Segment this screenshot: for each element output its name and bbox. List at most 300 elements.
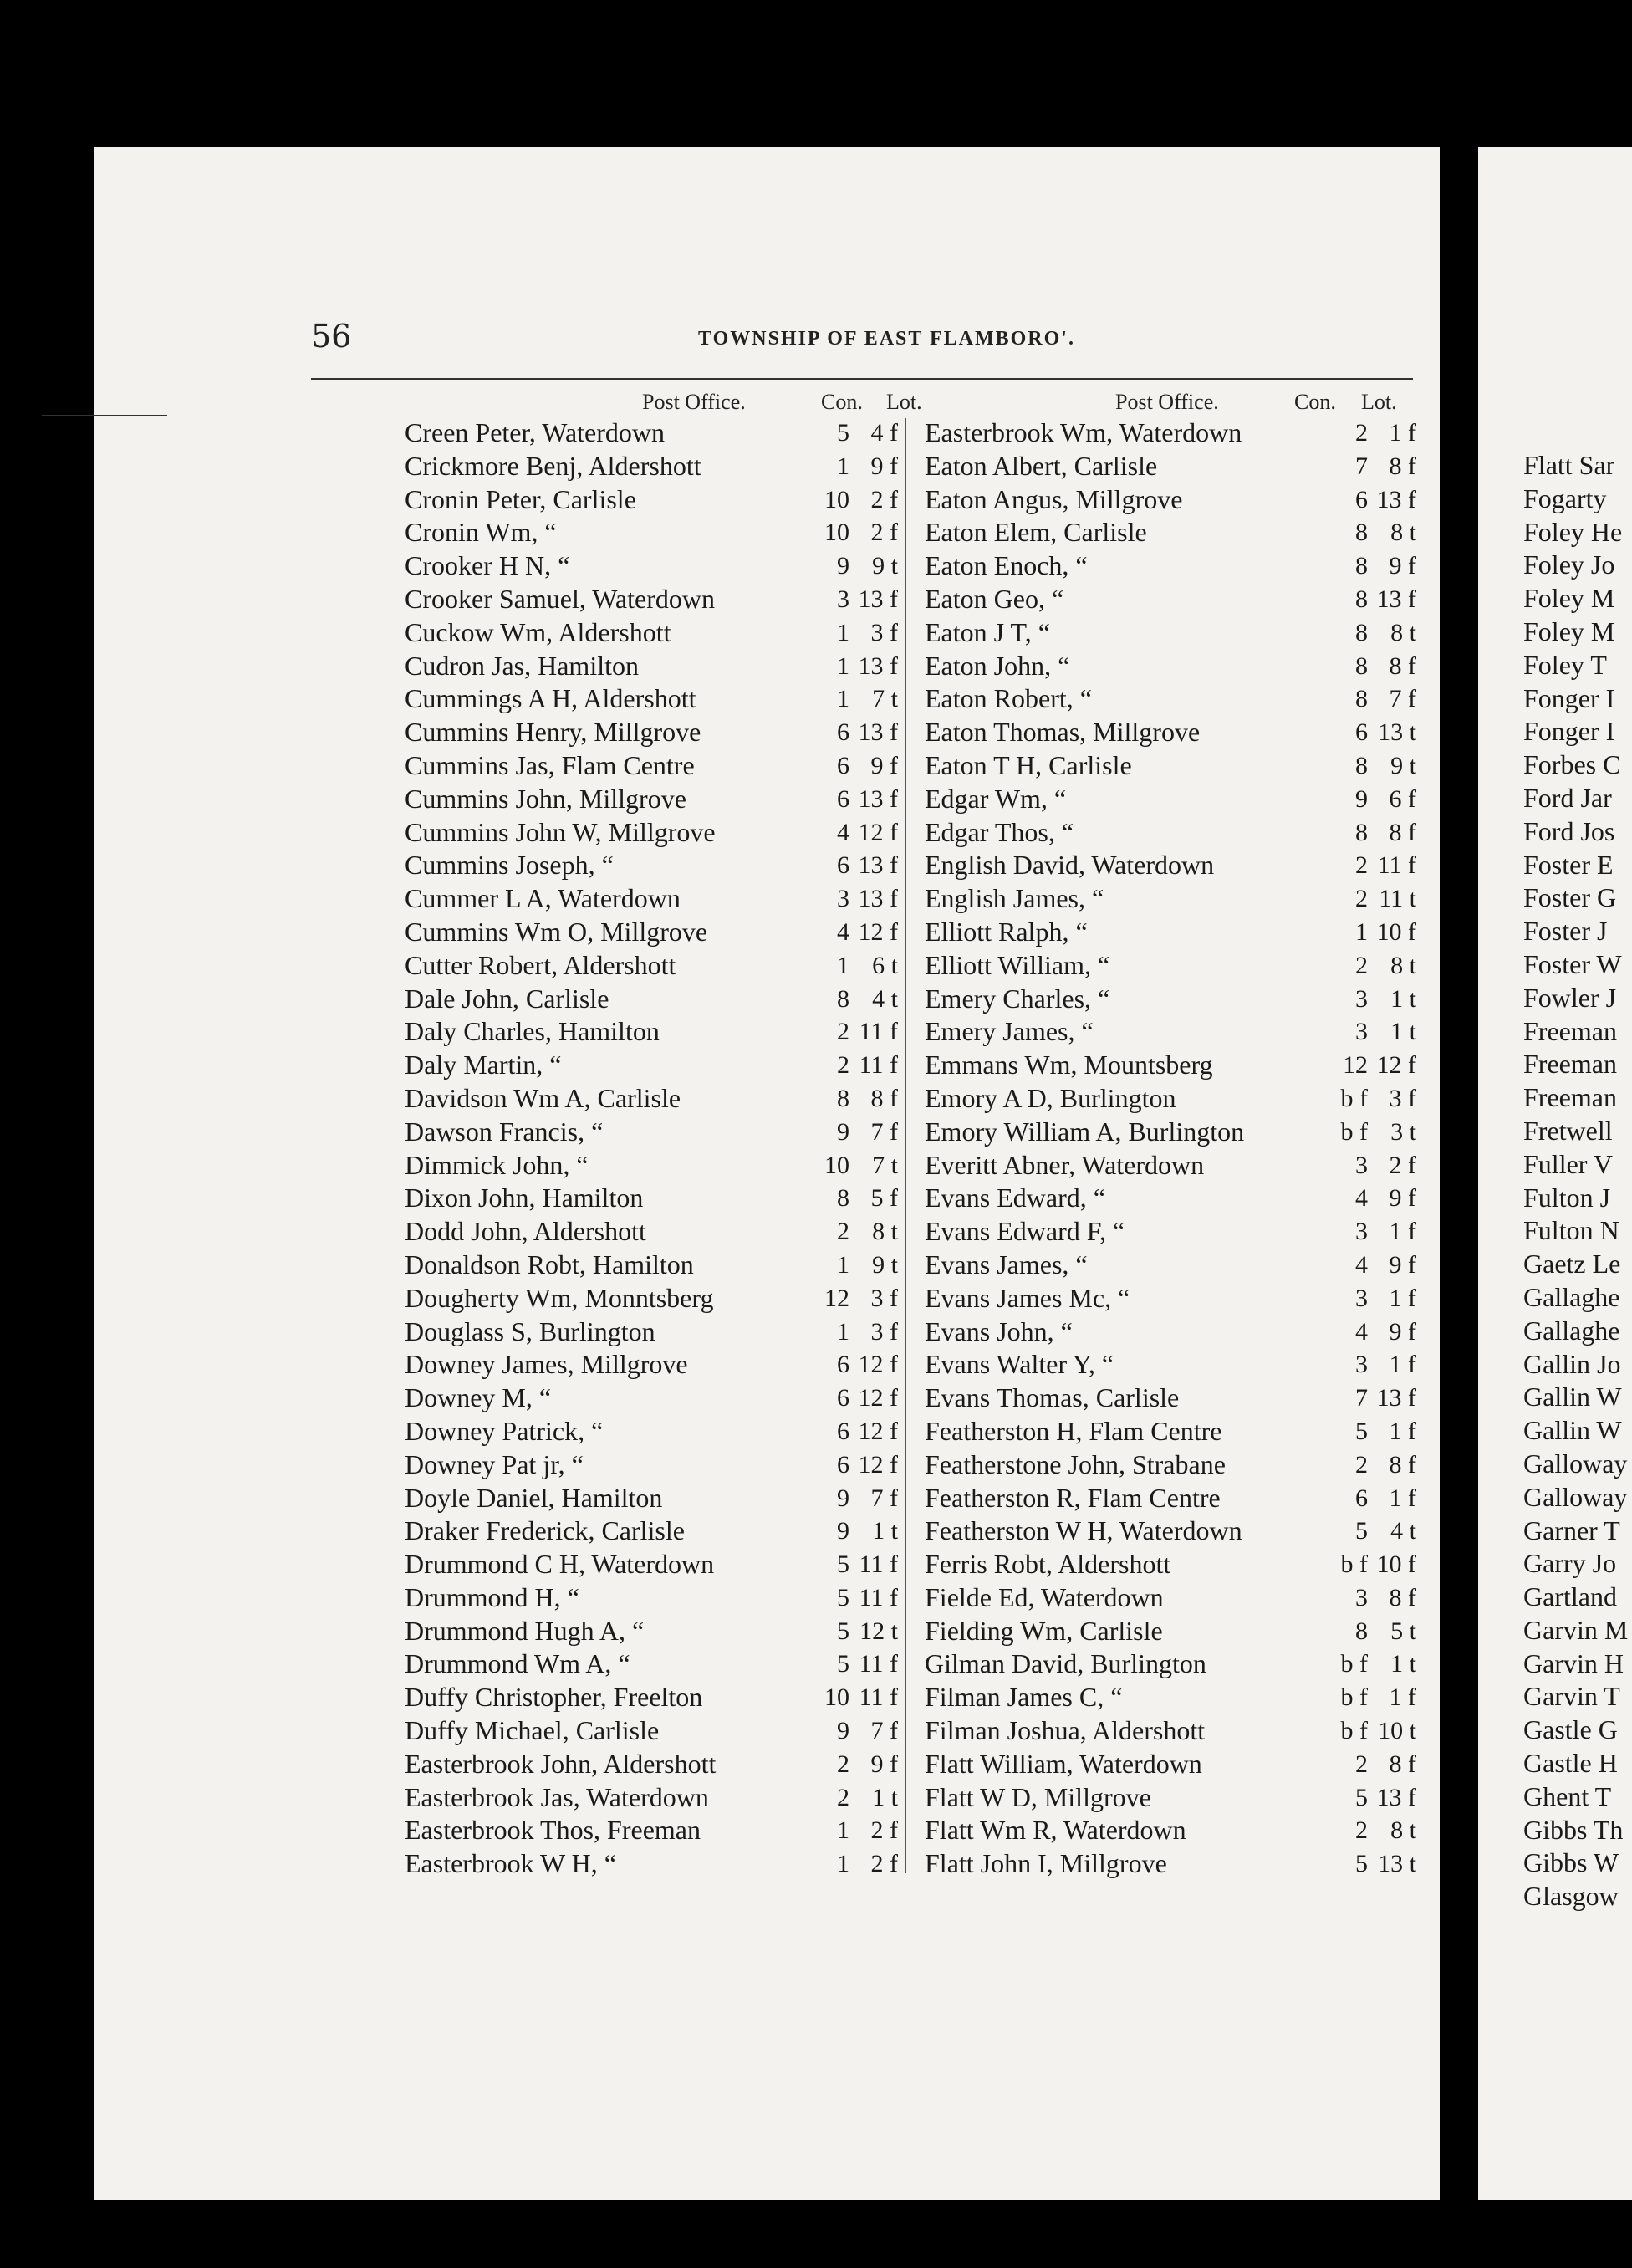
next-page-entry: Flatt Sar (1523, 450, 1615, 480)
directory-entry (925, 1215, 1416, 1249)
right-lot-header: Lot. (1361, 390, 1397, 414)
entry-lot: 5 t (1390, 1617, 1416, 1645)
entry-lot: 8 f (1389, 1450, 1416, 1479)
entry-name: Downey Patrick, “ (405, 1415, 604, 1446)
entry-concession: 3 (1355, 1583, 1368, 1612)
directory-entry (405, 1714, 898, 1748)
entry-name: Cuckow Wm, Aldershott (405, 616, 671, 647)
entry-lot: 8 f (1389, 818, 1416, 846)
right-con-header: Con. (1294, 390, 1336, 414)
directory-entry (405, 650, 898, 683)
entry-concession: 2 (1355, 419, 1368, 447)
directory-entry (925, 916, 1416, 949)
entry-lot: 4 t (1390, 1517, 1416, 1545)
directory-entry (405, 1282, 898, 1315)
entry-lot: 8 t (1390, 951, 1416, 979)
entry-lot: 1 t (1390, 984, 1416, 1013)
next-page-entry: Foley M (1523, 583, 1615, 614)
directory-entry (925, 1348, 1416, 1382)
directory-entry (405, 1116, 898, 1149)
next-page-entry: Gastle H (1523, 1748, 1618, 1779)
entry-concession: 5 (1355, 1517, 1368, 1545)
entry-name: Filman Joshua, Aldershott (925, 1715, 1206, 1746)
entry-concession: 8 (1355, 518, 1368, 547)
entry-name: Featherston W H, Waterdown (925, 1515, 1242, 1546)
entry-concession: 6 (1355, 718, 1368, 747)
next-page-entry: Gartland (1523, 1581, 1617, 1612)
entry-concession: 8 (1355, 651, 1368, 680)
entry-lot: 3 f (870, 1317, 898, 1346)
entry-lot: 7 f (1389, 685, 1416, 713)
next-page-entry: Foster J (1523, 916, 1608, 947)
directory-entry (405, 783, 898, 816)
entry-concession: 8 (1355, 751, 1368, 779)
entry-concession: b f (1340, 1683, 1368, 1712)
entry-concession: 6 (837, 718, 849, 747)
directory-entry (405, 450, 898, 483)
entry-concession: 2 (1355, 1750, 1368, 1778)
entry-concession: 12 (1343, 1051, 1368, 1080)
entry-concession: 5 (837, 419, 849, 447)
entry-name: Featherstone John, Strabane (925, 1448, 1226, 1479)
entry-lot: 11 f (859, 1018, 898, 1046)
entry-name: Drummond Hugh A, “ (405, 1615, 645, 1646)
entry-name: Creen Peter, Waterdown (405, 417, 665, 447)
directory-entry (405, 1382, 898, 1415)
entry-lot: 13 t (1378, 1850, 1416, 1878)
entry-concession: 4 (1355, 1250, 1368, 1279)
entry-name: Cronin Wm, “ (405, 517, 557, 548)
directory-entry (925, 1515, 1416, 1548)
entry-lot: 8 f (1389, 452, 1416, 480)
next-page-entry: Ghent T (1523, 1780, 1612, 1811)
next-page-entry: Ford Jos (1523, 815, 1615, 846)
entry-concession: 10 (824, 485, 849, 513)
directory-entry (405, 1515, 898, 1548)
directory-entry (925, 1415, 1416, 1448)
directory-entry (405, 616, 898, 650)
entry-lot: 1 f (1389, 1218, 1416, 1246)
entry-concession: 1 (837, 685, 849, 713)
entry-name: Dimmick John, “ (405, 1149, 589, 1180)
next-page-entry: Gallaghe (1523, 1281, 1620, 1312)
entry-name: Cummins Henry, Millgrove (405, 717, 701, 748)
next-page-entry: Garner T (1523, 1515, 1620, 1545)
entry-name: Cronin Peter, Carlisle (405, 483, 636, 514)
entry-name: Eaton Thomas, Millgrove (925, 717, 1201, 748)
entry-lot: 13 f (1376, 585, 1416, 613)
entry-lot: 3 f (1389, 1084, 1416, 1112)
entry-name: Crickmore Benj, Aldershott (405, 450, 701, 481)
directory-entry (925, 749, 1416, 783)
entry-lot: 13 f (858, 585, 898, 613)
entry-lot: 9 f (870, 1750, 898, 1778)
next-page-entry: Fulton N (1523, 1215, 1619, 1246)
directory-entry (405, 983, 898, 1016)
next-page-entry: Foley He (1523, 516, 1623, 547)
entry-concession: 1 (837, 618, 849, 646)
entry-name: Eaton Angus, Millgrove (925, 483, 1183, 514)
next-page-entry: Fogarty (1523, 483, 1607, 513)
entry-name: Flatt Wm R, Waterdown (925, 1815, 1186, 1846)
entry-lot: 7 t (872, 1151, 898, 1179)
entry-lot: 11 f (859, 1683, 898, 1712)
entry-concession: 4 (1355, 1317, 1368, 1346)
entry-name: Elliott Ralph, “ (925, 916, 1088, 947)
entry-lot: 8 f (870, 1084, 898, 1112)
entry-name: Edgar Wm, “ (925, 783, 1067, 814)
directory-entry (405, 1049, 898, 1082)
entry-lot: 9 f (1389, 552, 1416, 580)
entry-name: Fielding Wm, Carlisle (925, 1615, 1163, 1646)
directory-entry (405, 1315, 898, 1349)
entry-lot: 1 t (872, 1517, 898, 1545)
next-page-entry: Freeman (1523, 1015, 1617, 1046)
entry-lot: 8 f (1389, 1750, 1416, 1778)
entry-lot: 13 f (858, 885, 898, 913)
entry-lot: 2 f (870, 1850, 898, 1878)
directory-entry (925, 1448, 1416, 1482)
directory-entry (925, 816, 1416, 850)
entry-concession: 2 (1355, 1450, 1368, 1479)
entry-concession: 9 (837, 1484, 849, 1512)
next-page-entry: Galloway (1523, 1448, 1628, 1479)
entry-name: Doyle Daniel, Hamilton (405, 1482, 663, 1513)
entry-lot: 12 f (1376, 1051, 1416, 1080)
directory-entry (405, 749, 898, 783)
next-page-entry: Gallin W (1523, 1415, 1622, 1446)
directory-entry (405, 916, 898, 949)
entry-name: Flatt W D, Millgrove (925, 1781, 1151, 1812)
directory-entry (925, 1748, 1416, 1781)
entry-lot: 2 f (1389, 1151, 1416, 1179)
entry-lot: 11 f (859, 1583, 898, 1612)
entry-lot: 3 f (870, 1284, 898, 1312)
directory-entry (405, 1249, 898, 1282)
entry-concession: 2 (837, 1750, 849, 1778)
next-page-entry: Glasgow (1523, 1881, 1619, 1912)
entry-concession: 6 (837, 1417, 849, 1445)
entry-lot: 1 f (1389, 1683, 1416, 1712)
entry-concession: 7 (1355, 1384, 1368, 1412)
entry-name: Cummins John W, Millgrove (405, 816, 716, 847)
directory-entry (405, 583, 898, 616)
entry-lot: 12 t (859, 1617, 898, 1645)
entry-name: Dodd John, Aldershott (405, 1216, 646, 1247)
directory-entry (405, 1647, 898, 1681)
directory-entry (405, 1015, 898, 1049)
directory-entry (405, 483, 898, 517)
entry-lot: 13 f (858, 651, 898, 680)
entry-concession: 8 (1355, 552, 1368, 580)
directory-entry (405, 1748, 898, 1781)
entry-name: Dawson Francis, “ (405, 1116, 604, 1147)
entry-concession: 4 (1355, 1184, 1368, 1213)
entry-name: Dougherty Wm, Monntsberg (405, 1282, 714, 1313)
entry-concession: 8 (837, 984, 849, 1013)
header-rule (311, 378, 1413, 380)
next-page-entry: Garvin M (1523, 1614, 1629, 1645)
directory-entry (925, 616, 1416, 650)
next-page-entry: Fuller V (1523, 1148, 1613, 1179)
next-page-entry: Freeman (1523, 1049, 1617, 1080)
entry-lot: 1 f (1389, 1351, 1416, 1379)
directory-entry (405, 1415, 898, 1448)
next-page-entry: Foster W (1523, 948, 1622, 979)
directory-entry (925, 1315, 1416, 1349)
entry-concession: 6 (1355, 1484, 1368, 1512)
directory-entry (405, 1847, 898, 1881)
entry-name: Flatt John I, Millgrove (925, 1848, 1167, 1879)
next-page-column (1523, 450, 1628, 1914)
entry-lot: 10 f (1376, 1550, 1416, 1579)
entry-concession: 6 (837, 1351, 849, 1379)
entry-lot: 13 f (858, 851, 898, 880)
entry-name: Evans John, “ (925, 1315, 1073, 1346)
entry-name: Evans Thomas, Carlisle (925, 1382, 1180, 1413)
entry-concession: 10 (824, 1151, 849, 1179)
entry-concession: 1 (837, 1250, 849, 1279)
directory-entry (925, 1049, 1416, 1082)
entry-concession: 8 (1355, 818, 1368, 846)
next-page-entry: Garvin H (1523, 1647, 1624, 1678)
entry-name: Downey Pat jr, “ (405, 1448, 584, 1479)
directory-entry (925, 983, 1416, 1016)
entry-name: Douglass S, Burlington (405, 1315, 655, 1346)
entry-lot: 5 f (870, 1184, 898, 1213)
directory-entry (925, 650, 1416, 683)
entry-name: Dixon John, Hamilton (405, 1183, 644, 1213)
entry-concession: 4 (837, 917, 849, 946)
directory-entry (405, 682, 898, 716)
entry-lot: 8 t (1390, 518, 1416, 547)
entry-lot: 8 f (1389, 651, 1416, 680)
entry-concession: 6 (837, 751, 849, 779)
left-lot-header: Lot. (886, 390, 922, 414)
entry-concession: 10 (824, 518, 849, 547)
entry-concession: 6 (1355, 485, 1368, 513)
entry-name: Evans Edward, “ (925, 1183, 1105, 1213)
entry-lot: 12 f (858, 917, 898, 946)
next-page-entry: Ford Jar (1523, 782, 1612, 813)
directory-entry (925, 1382, 1416, 1415)
entry-lot: 9 f (1389, 1317, 1416, 1346)
directory-entry (925, 416, 1416, 450)
entry-concession: 10 (824, 1683, 849, 1712)
page-title: TOWNSHIP OF EAST FLAMBORO'. (698, 328, 1075, 350)
right-column (925, 416, 1416, 1881)
entry-lot: 10 t (1378, 1717, 1416, 1745)
entry-concession: 6 (837, 1384, 849, 1412)
entry-lot: 9 f (870, 751, 898, 779)
entry-concession: 2 (1355, 851, 1368, 880)
directory-entry (405, 1182, 898, 1215)
entry-name: Cummings A H, Aldershott (405, 683, 696, 714)
entry-concession: 1 (837, 651, 849, 680)
next-page-entry: Galloway (1523, 1481, 1628, 1512)
entry-lot: 4 f (870, 419, 898, 447)
entry-concession: 8 (1355, 685, 1368, 713)
entry-lot: 13 t (1378, 718, 1416, 747)
directory-entry (925, 1647, 1416, 1681)
directory-entry (405, 1149, 898, 1183)
next-page-entry: Foster E (1523, 849, 1614, 880)
entry-concession: b f (1340, 1117, 1368, 1146)
entry-lot: 1 t (1390, 1018, 1416, 1046)
entry-lot: 10 f (1376, 917, 1416, 946)
entry-concession: b f (1340, 1084, 1368, 1112)
entry-concession: b f (1340, 1550, 1368, 1579)
directory-entry (405, 849, 898, 882)
entry-concession: 3 (1355, 1151, 1368, 1179)
entry-concession: 3 (1355, 1018, 1368, 1046)
next-page-entry: Gastle G (1523, 1714, 1618, 1745)
entry-concession: 2 (837, 1218, 849, 1246)
entry-name: Filman James C, “ (925, 1682, 1123, 1713)
column-divider (905, 418, 906, 1873)
next-page-entry: Gibbs W (1523, 1847, 1619, 1878)
entry-concession: 5 (837, 1617, 849, 1645)
entry-concession: 2 (1355, 885, 1368, 913)
entry-name: Donaldson Robt, Hamilton (405, 1249, 694, 1280)
next-page-entry: Gaetz Le (1523, 1249, 1621, 1280)
directory-entry (925, 882, 1416, 916)
entry-lot: 7 f (870, 1717, 898, 1745)
directory-entry (925, 1149, 1416, 1183)
entry-name: English James, “ (925, 883, 1104, 914)
directory-entry (405, 516, 898, 549)
directory-entry (405, 716, 898, 749)
directory-entry (925, 949, 1416, 983)
entry-name: Featherston H, Flam Centre (925, 1415, 1222, 1446)
entry-name: Crooker Samuel, Waterdown (405, 583, 715, 614)
next-page-entry: Fretwell (1523, 1115, 1613, 1146)
entry-concession: 5 (837, 1583, 849, 1612)
directory-entry (405, 882, 898, 916)
entry-lot: 11 t (1379, 885, 1416, 913)
entry-concession: 6 (837, 851, 849, 880)
entry-name: Emmans Wm, Mountsberg (925, 1050, 1213, 1080)
entry-concession: 2 (1355, 951, 1368, 979)
entry-concession: 1 (837, 1816, 849, 1845)
entry-name: Downey James, Millgrove (405, 1349, 688, 1380)
directory-entry (925, 1847, 1416, 1881)
entry-name: Evans Walter Y, “ (925, 1349, 1114, 1380)
entry-name: Cudron Jas, Hamilton (405, 650, 639, 681)
entry-name: Dale John, Carlisle (405, 983, 609, 1014)
left-con-header: Con. (821, 390, 863, 414)
next-page-entry: Foley Jo (1523, 549, 1615, 580)
entry-concession: 1 (837, 951, 849, 979)
entry-lot: 1 f (1389, 1284, 1416, 1312)
entry-lot: 12 f (858, 1351, 898, 1379)
directory-entry (925, 1482, 1416, 1515)
entry-lot: 1 f (1389, 419, 1416, 447)
entry-concession: 1 (1355, 917, 1368, 946)
directory-entry (405, 949, 898, 983)
next-page-rule (42, 415, 167, 416)
directory-entry (405, 1215, 898, 1249)
entry-name: Easterbrook Jas, Waterdown (405, 1781, 709, 1812)
entry-name: Drummond Wm A, “ (405, 1648, 630, 1679)
entry-name: Daly Charles, Hamilton (405, 1016, 660, 1047)
next-page-entry: Foley M (1523, 616, 1615, 646)
directory-entry (405, 1681, 898, 1714)
entry-concession: 8 (837, 1084, 849, 1112)
entry-concession: 9 (837, 1717, 849, 1745)
directory-entry (925, 583, 1416, 616)
directory-entry (925, 1116, 1416, 1149)
next-page-entry: Freeman (1523, 1082, 1617, 1113)
directory-entry (925, 1015, 1416, 1049)
entry-concession: b f (1340, 1650, 1368, 1678)
entry-lot: 7 f (870, 1117, 898, 1146)
directory-entry (405, 1082, 898, 1116)
entry-name: Easterbrook W H, “ (405, 1848, 616, 1879)
entry-concession: 3 (837, 585, 849, 613)
entry-concession: 2 (837, 1783, 849, 1811)
directory-entry (925, 1082, 1416, 1116)
directory-entry (925, 1814, 1416, 1847)
entry-lot: 2 f (870, 518, 898, 547)
directory-entry (925, 1182, 1416, 1215)
right-post-office-header: Post Office. (1115, 390, 1219, 414)
entry-concession: 3 (837, 885, 849, 913)
directory-entry (925, 1548, 1416, 1581)
entry-lot: 9 f (870, 452, 898, 480)
directory-entry (925, 1615, 1416, 1648)
directory-entry (925, 1282, 1416, 1315)
entry-concession: 8 (1355, 1617, 1368, 1645)
entry-name: Emory A D, Burlington (925, 1082, 1176, 1113)
entry-name: Easterbrook Wm, Waterdown (925, 417, 1242, 447)
entry-name: Eaton Robert, “ (925, 683, 1092, 714)
entry-name: Everitt Abner, Waterdown (925, 1149, 1205, 1180)
entry-name: Emery Charles, “ (925, 983, 1110, 1014)
entry-concession: 1 (837, 1850, 849, 1878)
entry-concession: 3 (1355, 984, 1368, 1013)
entry-concession: 8 (1355, 585, 1368, 613)
entry-lot: 13 f (1376, 1384, 1416, 1412)
entry-name: Ferris Robt, Aldershott (925, 1549, 1171, 1580)
entry-lot: 13 f (1376, 485, 1416, 513)
entry-lot: 13 f (858, 718, 898, 747)
entry-lot: 1 f (1389, 1484, 1416, 1512)
entry-lot: 12 f (858, 1450, 898, 1479)
directory-entry (405, 549, 898, 583)
next-page-entry: Fowler J (1523, 982, 1617, 1013)
page-number: 56 (311, 318, 352, 355)
directory-entry (925, 716, 1416, 749)
directory-entry (405, 816, 898, 850)
entry-concession: 9 (837, 552, 849, 580)
entry-name: Gilman David, Burlington (925, 1648, 1206, 1679)
entry-lot: 8 t (1390, 1816, 1416, 1845)
entry-name: Downey M, “ (405, 1382, 552, 1413)
entry-name: Featherston R, Flam Centre (925, 1482, 1221, 1513)
entry-name: Evans James, “ (925, 1249, 1088, 1280)
entry-lot: 8 f (1389, 1583, 1416, 1612)
entry-name: Easterbrook John, Aldershott (405, 1748, 717, 1779)
entry-concession: b f (1340, 1717, 1368, 1745)
directory-entry (405, 1615, 898, 1648)
entry-name: Evans Edward F, “ (925, 1216, 1125, 1247)
entry-lot: 7 t (872, 685, 898, 713)
directory-entry (925, 783, 1416, 816)
next-page-entry: Fulton J (1523, 1182, 1611, 1213)
entry-concession: 5 (1355, 1850, 1368, 1878)
directory-entry (925, 849, 1416, 882)
